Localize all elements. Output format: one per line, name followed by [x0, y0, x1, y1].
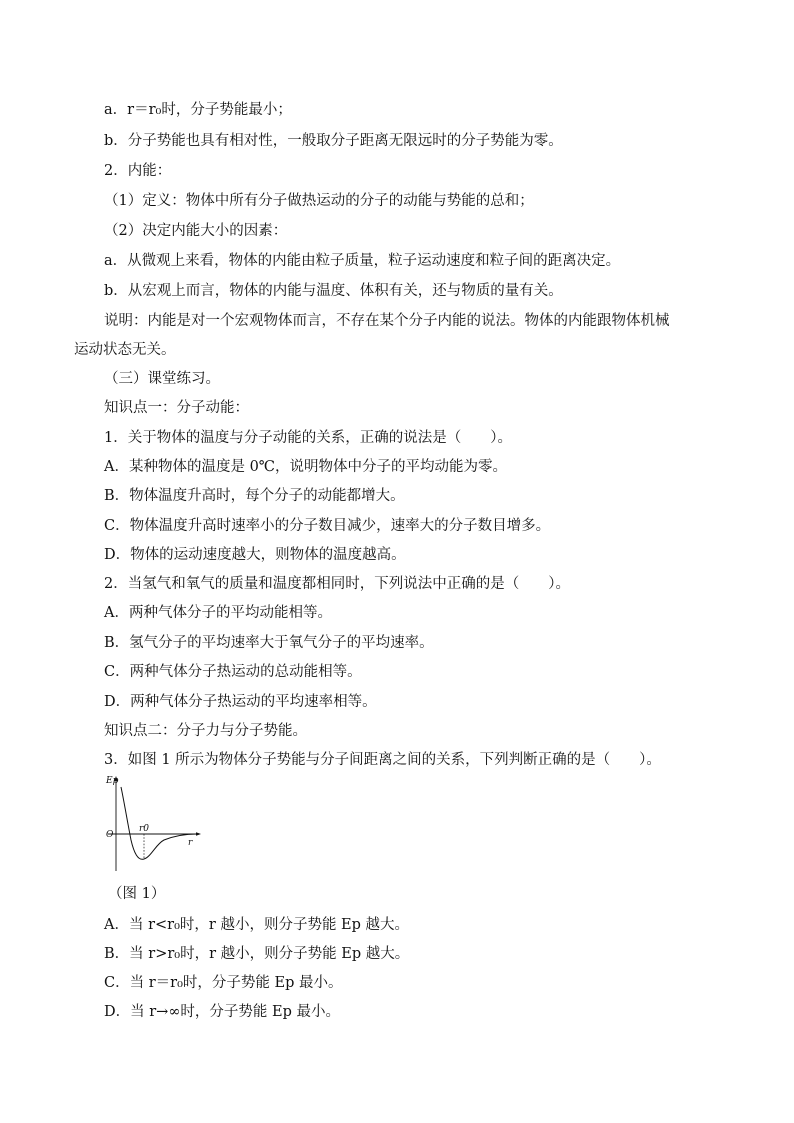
origin-label: O	[106, 830, 114, 840]
answer-option: B．氢气分子的平均速率大于氧气分子的平均速率。	[104, 635, 434, 651]
answer-option: D．物体的运动速度越大，则物体的温度越高。	[104, 547, 406, 563]
text-line: 说明：内能是对一个宏观物体而言，不存在某个分子内能的说法。物体的内能跟物体机械	[104, 313, 670, 329]
answer-option: D．当 r→∞时，分子势能 Ep 最小。	[104, 1004, 340, 1020]
r0-label: r0	[139, 824, 150, 834]
text-line: a．r＝r₀时，分子势能最小；	[104, 102, 292, 118]
text-line: （2）决定内能大小的因素：	[104, 223, 288, 239]
figure-caption: （图 1）	[108, 886, 166, 902]
answer-option: D．两种气体分子热运动的平均速率相等。	[104, 694, 377, 710]
answer-option: B．物体温度升高时，每个分子的动能都增大。	[104, 488, 405, 504]
text-line: b．分子势能也具有相对性，一般取分子距离无限远时的分子势能为零。	[104, 133, 563, 149]
text-line: 2．内能：	[104, 163, 172, 179]
section-heading: （三）课堂练习。	[104, 371, 220, 387]
potential-energy-curve-figure	[104, 773, 204, 873]
answer-option: A．当 r<r₀时，r 越小，则分子势能 Ep 越大。	[104, 917, 410, 933]
question-stem: 2．当氢气和氧气的质量和温度都相同时，下列说法中正确的是（ ）。	[104, 576, 570, 592]
answer-option: C．两种气体分子热运动的总动能相等。	[104, 664, 362, 680]
answer-option: C．物体温度升高时速率小的分子数目减少，速率大的分子数目增多。	[104, 518, 551, 534]
potential-curve	[121, 787, 197, 859]
question-stem: 3．如图 1 所示为物体分子势能与分子间距离之间的关系，下列判断正确的是（ ）。	[104, 752, 661, 768]
answer-option: B．当 r>r₀时，r 越小，则分子势能 Ep 越大。	[104, 946, 410, 962]
answer-option: A．两种气体分子的平均动能相等。	[104, 605, 332, 621]
text-line: b．从宏观上而言，物体的内能与温度、体积有关，还与物质的量有关。	[104, 283, 563, 299]
y-axis-label: Ep	[106, 776, 119, 786]
x-axis-label: r	[188, 838, 193, 848]
answer-option: A．某种物体的温度是 0℃，说明物体中分子的平均动能为零。	[104, 459, 508, 475]
text-line: 运动状态无关。	[74, 342, 176, 358]
text-line: a．从微观上来看，物体的内能由粒子质量，粒子运动速度和粒子间的距离决定。	[104, 253, 621, 269]
text-line: （1）定义：物体中所有分子做热运动的分子的动能与势能的总和；	[104, 193, 534, 209]
knowledge-point-heading: 知识点二：分子力与分子势能。	[104, 723, 307, 739]
knowledge-point-heading: 知识点一：分子动能：	[104, 400, 249, 416]
question-stem: 1．关于物体的温度与分子动能的关系，正确的说法是（ ）。	[104, 430, 512, 446]
answer-option: C．当 r＝r₀时，分子势能 Ep 最小。	[104, 975, 343, 991]
